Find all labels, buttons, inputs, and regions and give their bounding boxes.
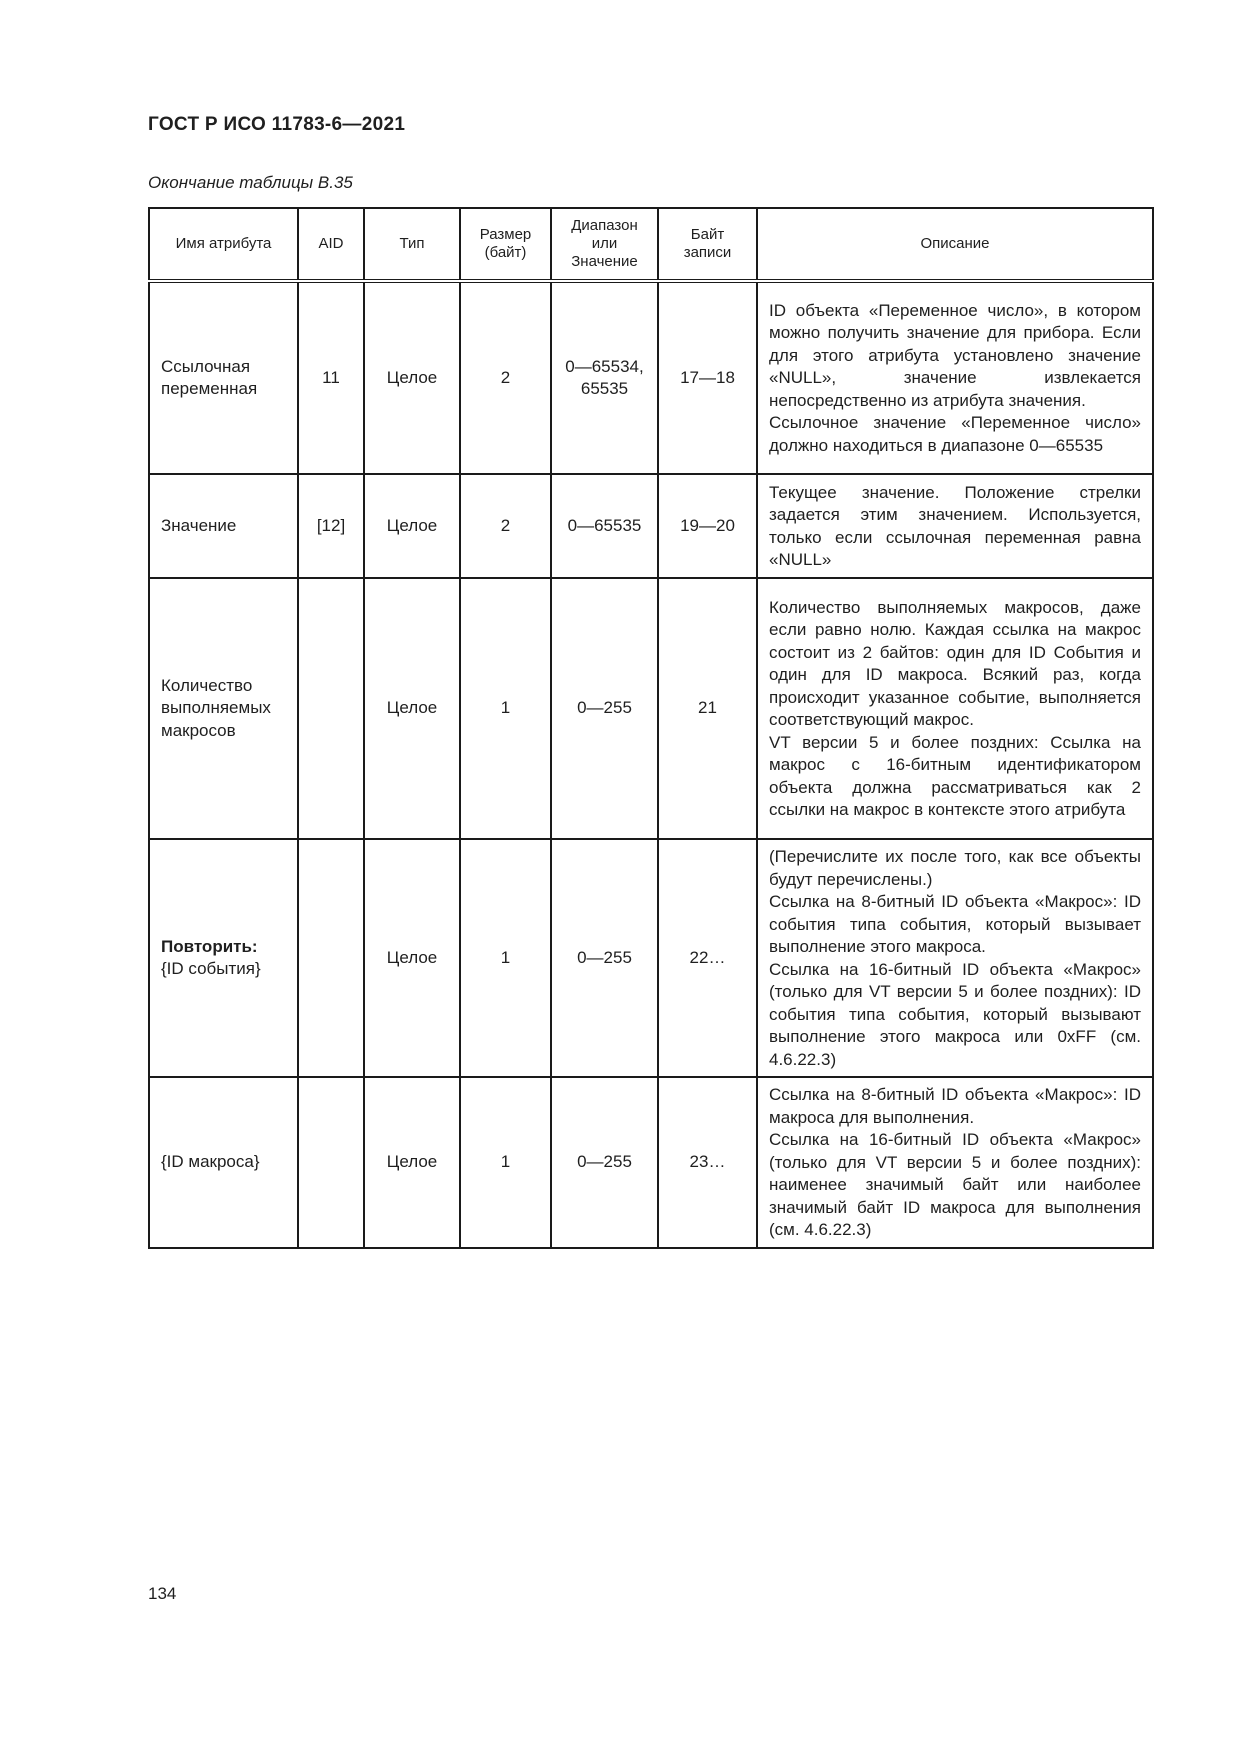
cell-size: 1 bbox=[460, 839, 551, 1077]
cell-range: 0—65535 bbox=[551, 474, 658, 578]
cell-aid: 11 bbox=[298, 281, 364, 474]
cell-name: Повторить: {ID события} bbox=[149, 839, 298, 1077]
table-header-row bbox=[149, 208, 1153, 281]
col-header-type: Тип bbox=[364, 208, 460, 281]
cell-byte: 17—18 bbox=[658, 281, 757, 474]
cell-range: 0—255 bbox=[551, 839, 658, 1077]
table-row bbox=[149, 474, 1153, 578]
cell-byte: 19—20 bbox=[658, 474, 757, 578]
cell-description: Текущее значение. Положение стрелки задается этим значением. Используется, только если ссылочная переменная равна «NULL» bbox=[757, 474, 1153, 578]
cell-size: 2 bbox=[460, 474, 551, 578]
table-row bbox=[149, 839, 1153, 1077]
cell-description: Ссылка на 8-битный ID объекта «Макрос»: ID макроса для выполнения. Ссылка на 16-битный ID объекта «Макрос» (только для VT версии 5 и более поздних): наименее значимый байт или наиболее значимый байт ID макроса для выполнения (см. 4.6.22.3) bbox=[757, 1077, 1153, 1248]
col-header-name: Имя атрибута bbox=[149, 208, 298, 281]
cell-name: Значение bbox=[149, 474, 298, 578]
cell-type: Целое bbox=[364, 1077, 460, 1248]
page-number: 134 bbox=[148, 1584, 177, 1603]
cell-type: Целое bbox=[364, 474, 460, 578]
col-header-aid: AID bbox=[298, 208, 364, 281]
cell-name: {ID макроса} bbox=[149, 1077, 298, 1248]
table-row bbox=[149, 281, 1153, 474]
table-row bbox=[149, 1077, 1153, 1248]
cell-type: Целое bbox=[364, 578, 460, 839]
cell-description: Количество выполняемых макросов, даже если равно нолю. Каждая ссылка на макрос состоит из 2 байтов: один для ID События и один для ID макроса. Всякий раз, когда происходит указанное событие, выполняется соответствующий макрос. VT версии 5 и более поздних: Ссылка на макрос с 16-битным идентификатором объекта должна рассматриваться как 2 ссылки на макрос в контексте этого атрибута bbox=[757, 578, 1153, 839]
col-header-size: Размер (байт) bbox=[460, 208, 551, 281]
cell-size: 1 bbox=[460, 578, 551, 839]
cell-type: Целое bbox=[364, 839, 460, 1077]
cell-aid bbox=[298, 1077, 364, 1248]
cell-aid: [12] bbox=[298, 474, 364, 578]
cell-type: Целое bbox=[364, 281, 460, 474]
col-header-description: Описание bbox=[757, 208, 1153, 281]
cell-range: 0—65534, 65535 bbox=[551, 281, 658, 474]
cell-aid bbox=[298, 839, 364, 1077]
attribute-table bbox=[148, 207, 1154, 1249]
document-header: ГОСТ Р ИСО 11783-6—2021 bbox=[148, 114, 406, 135]
col-header-range: Диапазон или Значение bbox=[551, 208, 658, 281]
table-caption: Окончание таблицы В.35 bbox=[148, 173, 353, 192]
cell-range: 0—255 bbox=[551, 578, 658, 839]
cell-size: 2 bbox=[460, 281, 551, 474]
cell-size: 1 bbox=[460, 1077, 551, 1248]
cell-name: Ссылочная переменная bbox=[149, 281, 298, 474]
cell-aid bbox=[298, 578, 364, 839]
cell-byte: 23… bbox=[658, 1077, 757, 1248]
col-header-byte: Байт записи bbox=[658, 208, 757, 281]
cell-byte: 22… bbox=[658, 839, 757, 1077]
cell-name: Количество выполняемых макросов bbox=[149, 578, 298, 839]
cell-description: ID объекта «Переменное число», в котором можно получить значение для прибора. Если для этого атрибута установлено значение «NULL», значение извлекается непосредственно из атрибута значения. Ссылочное значение «Переменное число» должно находиться в диапазоне 0—65535 bbox=[757, 281, 1153, 474]
cell-range: 0—255 bbox=[551, 1077, 658, 1248]
cell-byte: 21 bbox=[658, 578, 757, 839]
table-row bbox=[149, 578, 1153, 839]
cell-description: (Перечислите их после того, как все объекты будут перечислены.) Ссылка на 8-битный ID объекта «Макрос»: ID события типа события, который вызывает выполнение этого макроса. Ссылка на 16-битный ID объекта «Макрос» (только для VT версии 5 и более поздних): ID события типа события, который вызывают выполнение этого макроса или 0xFF (см. 4.6.22.3) bbox=[757, 839, 1153, 1077]
